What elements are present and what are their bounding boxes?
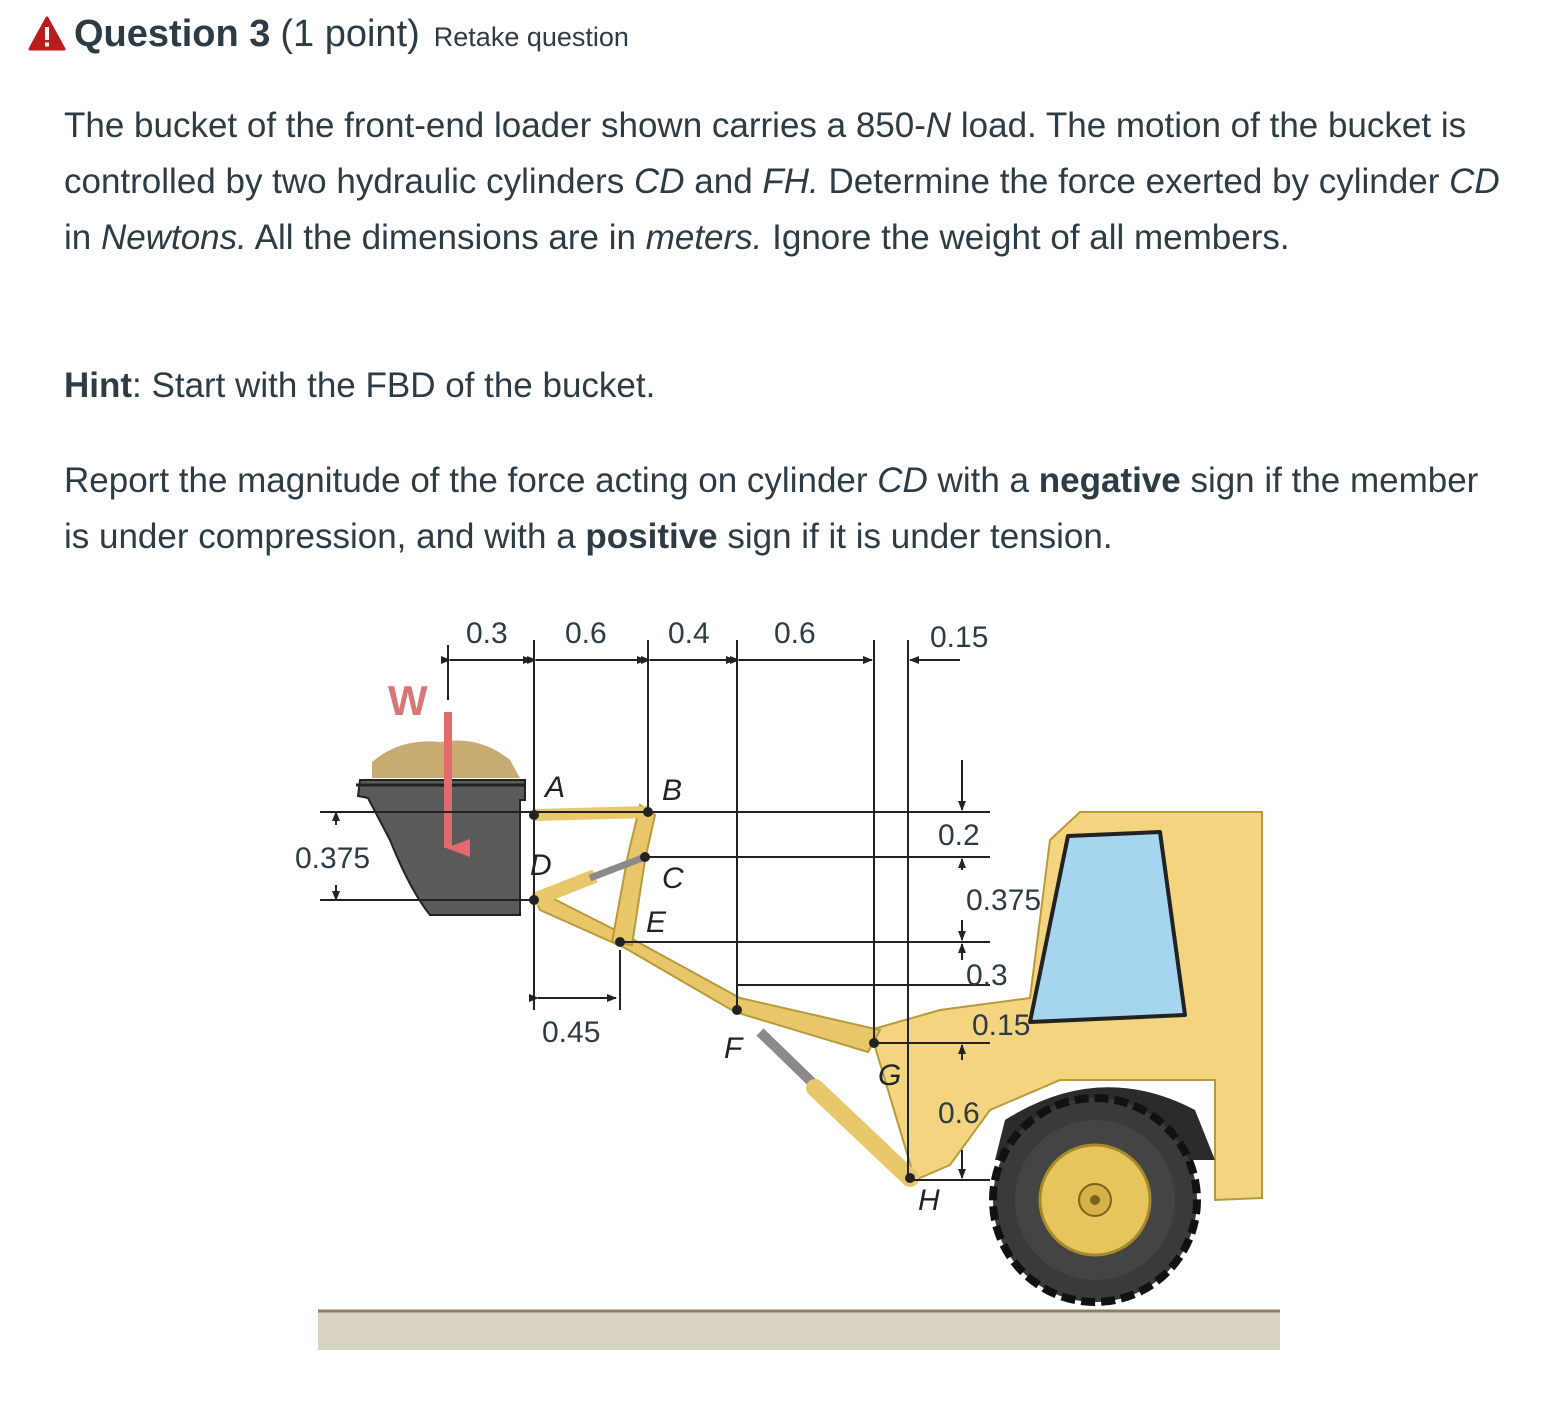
label-d: D xyxy=(530,849,552,882)
loader-diagram xyxy=(280,600,1290,1360)
dim-top-5: 0.15 xyxy=(930,621,989,654)
question-title: Question 3 xyxy=(74,13,271,55)
dim-left: 0.375 xyxy=(295,842,371,875)
label-a: A xyxy=(545,771,566,804)
dim-right-4: 0.15 xyxy=(972,1009,1031,1042)
label-g: G xyxy=(878,1059,902,1092)
dim-right-2: 0.375 xyxy=(966,884,1042,917)
dim-right-3: 0.3 xyxy=(966,959,1008,992)
question-header xyxy=(28,10,629,56)
label-h: H xyxy=(918,1184,940,1217)
retake-question-link[interactable]: Retake question xyxy=(433,22,629,52)
dim-top-4: 0.6 xyxy=(774,617,816,650)
dim-top-3: 0.4 xyxy=(668,617,710,650)
bucket xyxy=(356,740,526,915)
label-f: F xyxy=(724,1032,743,1065)
pin-h xyxy=(905,1173,915,1183)
label-e: E xyxy=(646,906,667,939)
report-instructions: Report the magnitude of the force acting on cylinder CD with a negative sign if the member is under compression, and with a positive sign if it is under tension. xyxy=(64,461,1479,556)
question-text: The bucket of the front-end loader shown carries a 850-N load. The motion of the bucket is controlled by two hydraulic cylinders CD and FH. Determine the force exerted by cylinder CD in Newtons. All the dimensions are in meters. Ignore the weight of all members. xyxy=(64,106,1500,257)
wheel xyxy=(993,1087,1215,1302)
dim-bottom: 0.45 xyxy=(542,1016,601,1049)
dim-right-5: 0.6 xyxy=(938,1097,980,1130)
label-c: C xyxy=(662,862,684,895)
dim-top-2: 0.6 xyxy=(565,617,607,650)
question-points: (1 point) xyxy=(280,13,420,55)
load-label-w: W xyxy=(388,677,428,724)
label-b: B xyxy=(662,774,683,807)
hint-text: Hint: Start with the FBD of the bucket. xyxy=(64,366,656,405)
dim-top-1: 0.3 xyxy=(466,617,508,650)
warning-icon xyxy=(28,16,66,52)
dim-right-1: 0.2 xyxy=(938,819,980,852)
ground xyxy=(318,1311,1280,1350)
